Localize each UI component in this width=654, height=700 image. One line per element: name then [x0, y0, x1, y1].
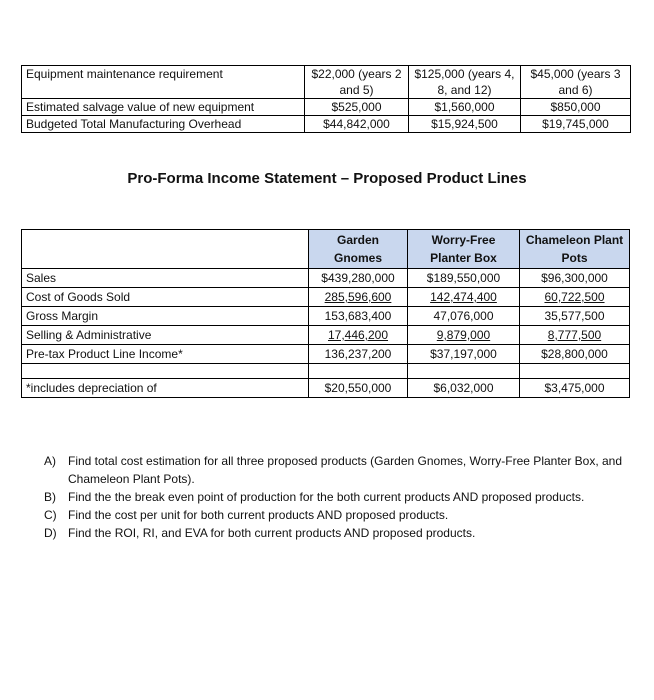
row-label: Selling & Administrative	[22, 326, 309, 345]
income-statement-table	[21, 229, 630, 398]
table-cell: 136,237,200	[309, 345, 408, 364]
footnote-label: *includes depreciation of	[22, 379, 309, 398]
row-label: Gross Margin	[22, 307, 309, 326]
row-label: Budgeted Total Manufacturing Overhead	[22, 116, 305, 133]
empty-cell	[22, 364, 309, 379]
question-letter: B)	[44, 490, 56, 504]
table-cell: $45,000 (years 3 and 6)	[521, 66, 631, 99]
column-header: Garden Gnomes	[309, 230, 408, 269]
table-cell: $20,550,000	[309, 379, 408, 398]
empty-header-cell	[22, 230, 309, 269]
row-label: Pre-tax Product Line Income*	[22, 345, 309, 364]
list-item	[44, 452, 629, 488]
table-cell: $28,800,000	[520, 345, 630, 364]
table-cell: $189,550,000	[408, 269, 520, 288]
row-label: Equipment maintenance requirement	[22, 66, 305, 99]
blank-row	[22, 364, 630, 379]
income-statement-title: Pro-Forma Income Statement – Proposed Product Lines	[127, 170, 527, 187]
table-row	[22, 288, 630, 307]
table-cell: 142,474,400	[408, 288, 520, 307]
table-cell: $525,000	[305, 99, 409, 116]
footnote-row	[22, 379, 630, 398]
question-letter: D)	[44, 526, 57, 540]
question-letter: C)	[44, 508, 57, 522]
table-row	[22, 307, 630, 326]
question-text: Find total cost estimation for all three proposed products (Garden Gnomes, Worry-Free Planter Box, and Chameleon Plant Pots).	[68, 454, 623, 486]
table-row	[22, 345, 630, 364]
question-list	[44, 452, 629, 542]
list-item	[44, 488, 629, 506]
table-row	[22, 99, 631, 116]
column-header: Worry-Free Planter Box	[408, 230, 520, 269]
equipment-table	[21, 65, 631, 133]
table-cell: $44,842,000	[305, 116, 409, 133]
column-header: Chameleon Plant Pots	[520, 230, 630, 269]
table-cell: 285,596,600	[309, 288, 408, 307]
empty-cell	[520, 364, 630, 379]
table-cell: 153,683,400	[309, 307, 408, 326]
table-cell: 47,076,000	[408, 307, 520, 326]
row-label: Cost of Goods Sold	[22, 288, 309, 307]
table-row	[22, 66, 631, 99]
table-cell: $19,745,000	[521, 116, 631, 133]
table-cell: $6,032,000	[408, 379, 520, 398]
table-cell: $22,000 (years 2 and 5)	[305, 66, 409, 99]
table-header-row	[22, 230, 630, 269]
row-label: Estimated salvage value of new equipment	[22, 99, 305, 116]
empty-cell	[408, 364, 520, 379]
table-cell: 9,879,000	[408, 326, 520, 345]
table-cell: $96,300,000	[520, 269, 630, 288]
table-cell: 35,577,500	[520, 307, 630, 326]
table-cell: $37,197,000	[408, 345, 520, 364]
table-cell: $15,924,500	[409, 116, 521, 133]
question-text: Find the ROI, RI, and EVA for both current products AND proposed products.	[68, 526, 476, 540]
question-letter: A)	[44, 454, 56, 468]
table-cell: $850,000	[521, 99, 631, 116]
table-cell: $3,475,000	[520, 379, 630, 398]
list-item	[44, 506, 629, 524]
table-cell: $1,560,000	[409, 99, 521, 116]
row-label: Sales	[22, 269, 309, 288]
question-text: Find the cost per unit for both current products AND proposed products.	[68, 508, 449, 522]
table-cell: 8,777,500	[520, 326, 630, 345]
table-cell: 60,722,500	[520, 288, 630, 307]
table-cell: 17,446,200	[309, 326, 408, 345]
list-item	[44, 524, 629, 542]
table-cell: $439,280,000	[309, 269, 408, 288]
table-row	[22, 269, 630, 288]
table-row	[22, 326, 630, 345]
table-row	[22, 116, 631, 133]
table-cell: $125,000 (years 4, 8, and 12)	[409, 66, 521, 99]
empty-cell	[309, 364, 408, 379]
question-text: Find the the break even point of production for the both current products AND proposed products.	[68, 490, 585, 504]
